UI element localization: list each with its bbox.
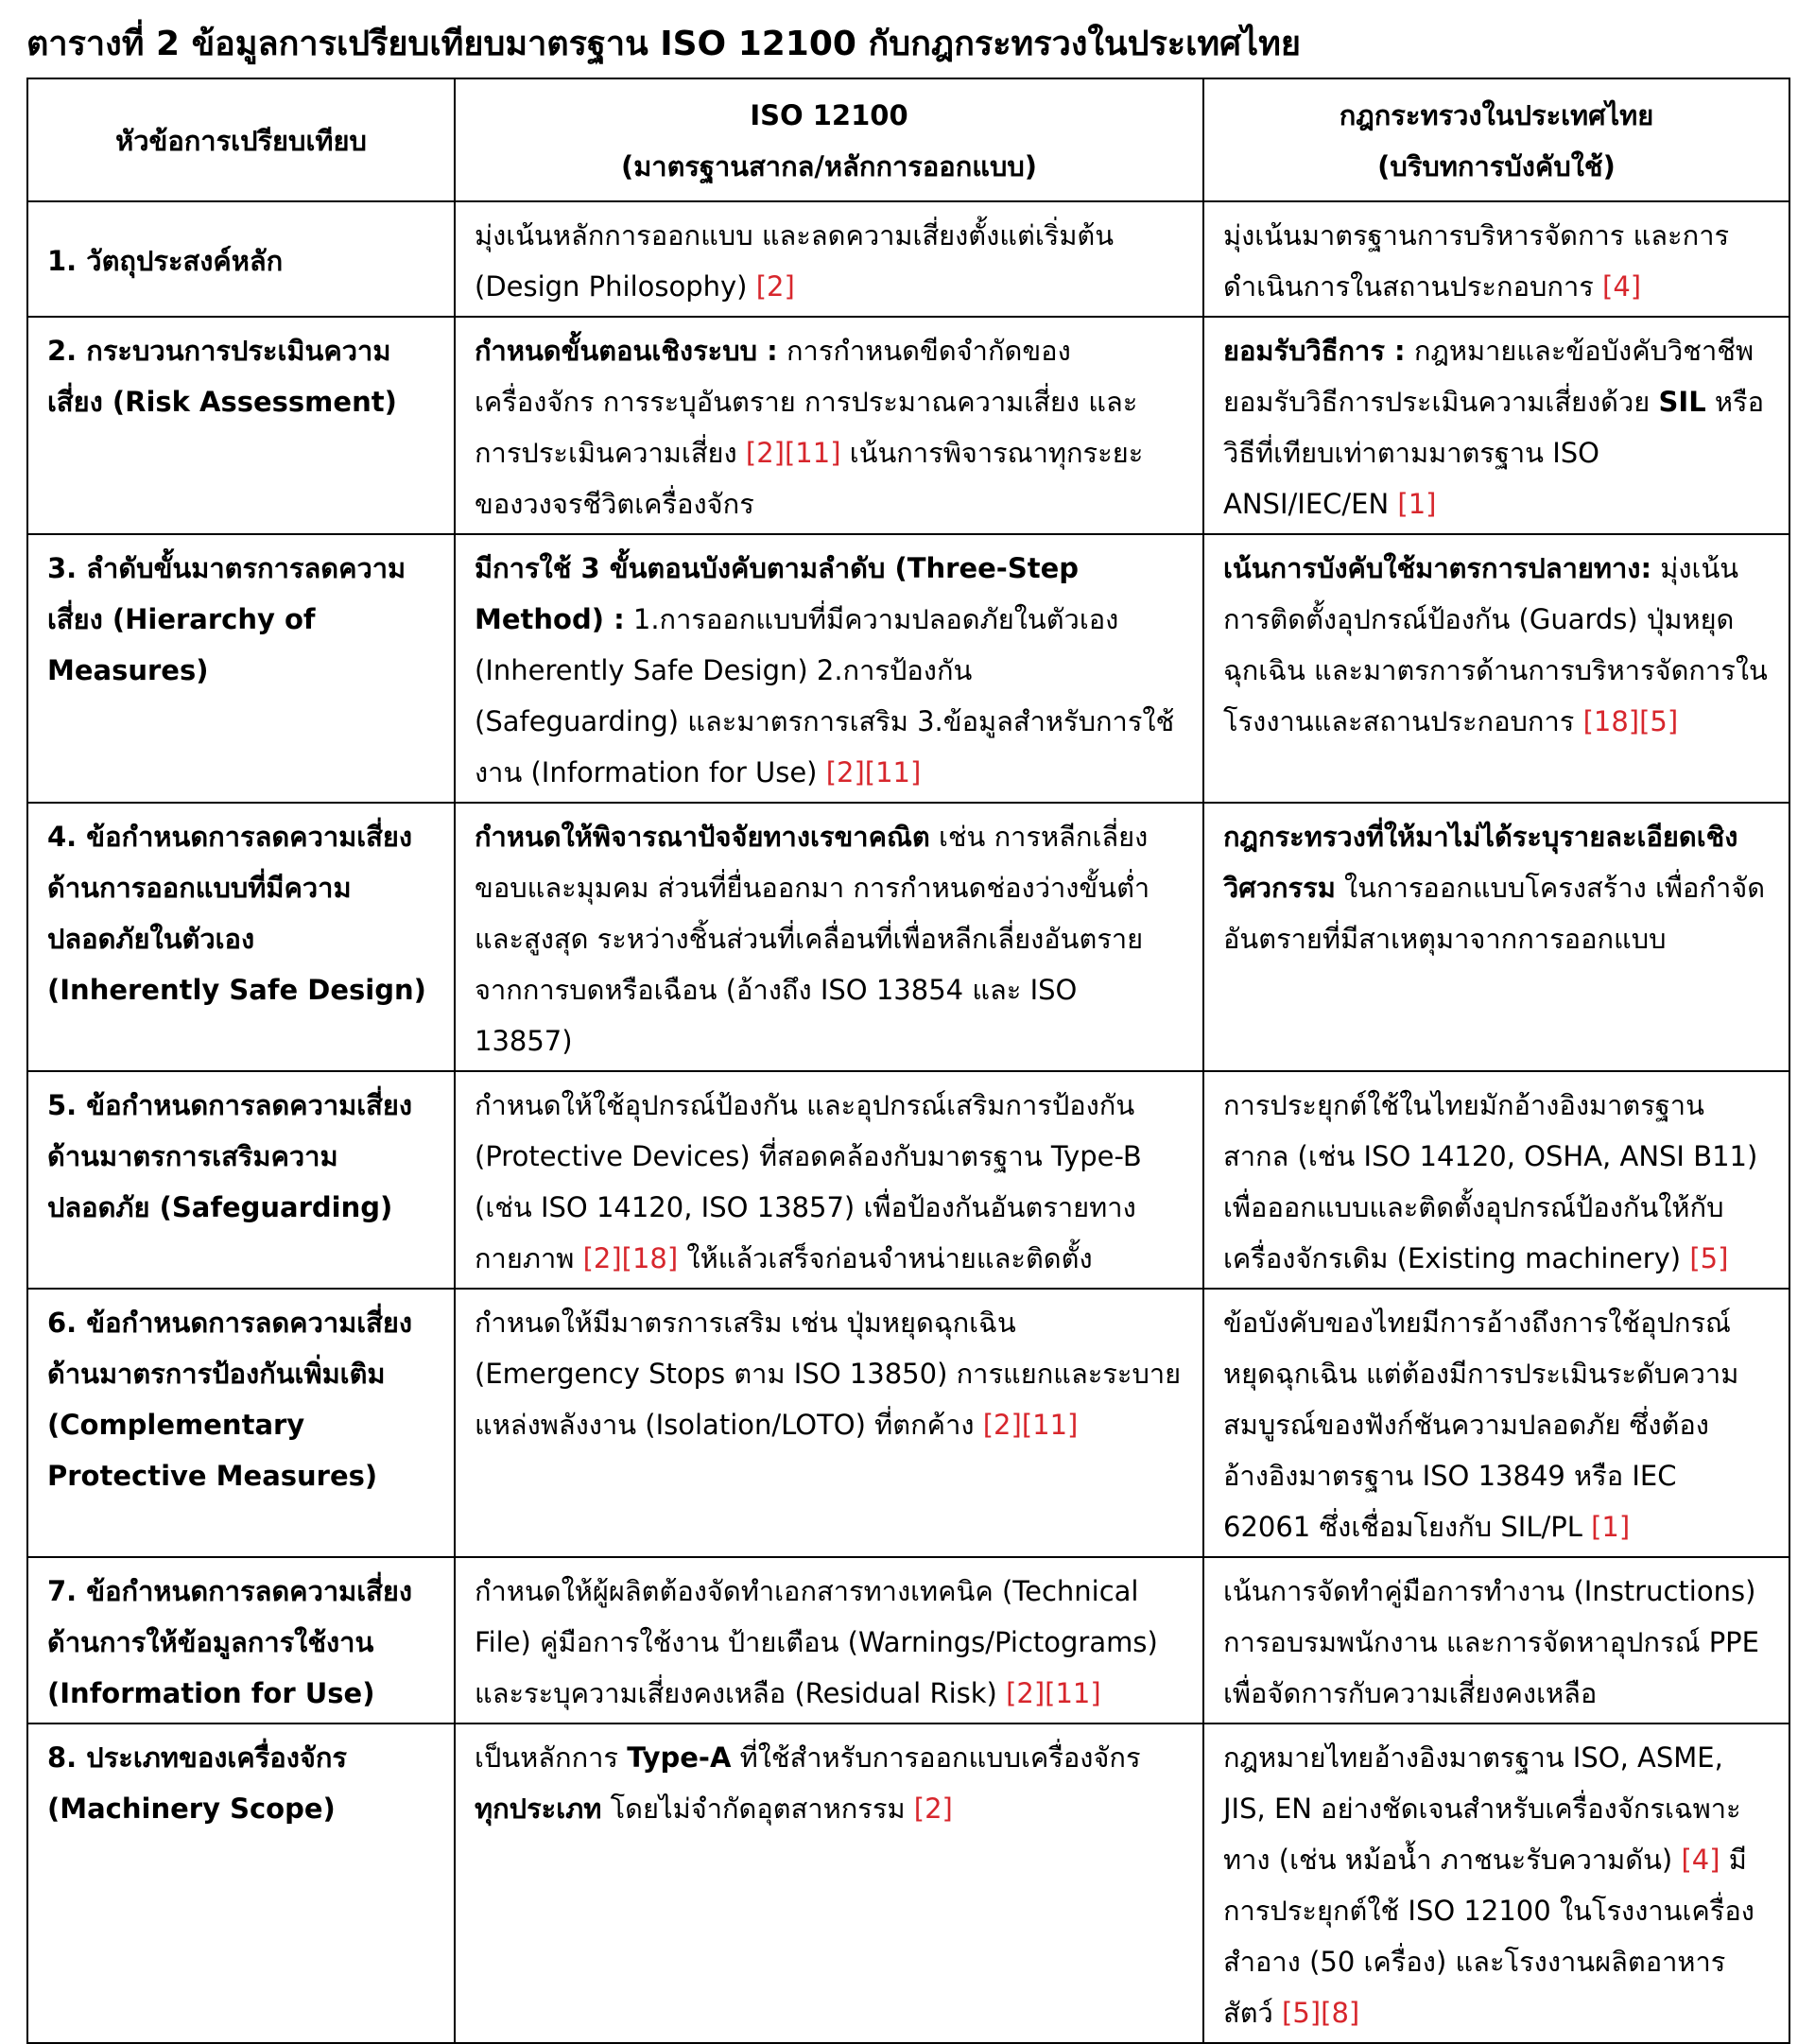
- row-topic: 4. ข้อกำหนดการลดความเสี่ยงด้านการออกแบบที่มีความปลอดภัยในตัวเอง (Inherently Safe Design): [27, 803, 455, 1071]
- reference-link: [4]: [1681, 1844, 1720, 1876]
- table-row: [27, 1071, 1789, 1289]
- cell-iso: [455, 1289, 1203, 1557]
- cell-text: Type-A: [627, 1741, 732, 1774]
- reference-link: [2]: [913, 1793, 953, 1825]
- cell-iso: [455, 803, 1203, 1071]
- cell-text: ให้แล้วเสร็จก่อนจำหน่ายและติดตั้ง: [678, 1242, 1093, 1274]
- cell-text: เน้นการบังคับใช้มาตรการปลายทาง:: [1223, 552, 1652, 584]
- cell-text: โดยไม่จำกัดอุตสาหกรรม: [601, 1793, 914, 1825]
- header-thai: [1203, 78, 1789, 201]
- cell-text: มีการใช้ 3 ขั้นตอนบังคับตามลำดับ (Three-Step Method) :: [475, 552, 1080, 635]
- reference-link: [18][5]: [1582, 705, 1679, 737]
- header-iso-title: ISO 12100: [750, 99, 908, 131]
- cell-thai: [1203, 1724, 1789, 2043]
- cell-iso: [455, 534, 1203, 803]
- cell-text: เช่น การหลีกเลี่ยงขอบและมุมคม ส่วนที่ยื่นออกมา การกำหนดช่องว่างขั้นต่ำและสูงสุด ระหว่างชิ้นส่วนที่เคลื่อนที่เพื่อหลีกเลี่ยงอันตรายจากการบดหรือเฉือน (อ้างถึง ISO 13854 และ ISO 13857): [475, 821, 1150, 1057]
- cell-thai: [1203, 534, 1789, 803]
- row-topic: 1. วัตถุประสงค์หลัก: [27, 201, 455, 317]
- row-topic: 8. ประเภทของเครื่องจักร (Machinery Scope): [27, 1724, 455, 2043]
- header-topic: หัวข้อการเปรียบเทียบ: [27, 78, 455, 201]
- cell-iso: [455, 1557, 1203, 1724]
- reference-link: [2][18]: [582, 1242, 679, 1274]
- table-row: [27, 534, 1789, 803]
- cell-text: มุ่งเน้นมาตรฐานการบริหารจัดการ และการดำเนินการในสถานประกอบการ: [1223, 219, 1730, 303]
- cell-thai: [1203, 1557, 1789, 1724]
- table-caption: ตารางที่ 2 ข้อมูลการเปรียบเทียบมาตรฐาน ISO 12100 กับกฎกระทรวงในประเทศไทย: [26, 25, 1301, 63]
- row-topic: 3. ลำดับขั้นมาตรการลดความเสี่ยง (Hierarchy of Measures): [27, 534, 455, 803]
- cell-text: กฎกระทรวงที่ให้มาไม่ได้ระบุรายละเอียดเชิงวิศวกรรม: [1223, 821, 1738, 904]
- cell-text: กำหนดให้พิจารณาปัจจัยทางเรขาคณิต: [475, 821, 930, 853]
- cell-text: เน้นการจัดทำคู่มือการทำงาน (Instructions) การอบรมพนักงาน และการจัดหาอุปกรณ์ PPE เพื่อจัดการกับความเสี่ยงคงเหลือ: [1223, 1575, 1759, 1709]
- cell-text: ทุกประเภท: [475, 1793, 602, 1825]
- cell-thai: [1203, 1289, 1789, 1557]
- cell-thai: [1203, 803, 1789, 1071]
- cell-text: การกำหนดขีดจำกัดของเครื่องจักร การระบุอันตราย การประมาณความเสี่ยง และการประเมินความเสี่ยง: [475, 335, 1138, 469]
- reference-link: [2]: [755, 270, 795, 303]
- cell-text: กฎหมายและข้อบังคับวิชาชีพยอมรับวิธีการประเมินความเสี่ยงด้วย: [1223, 335, 1754, 418]
- cell-iso: [455, 1071, 1203, 1289]
- reference-link: [5][8]: [1282, 1997, 1360, 2029]
- header-thai-title: กฎกระทรวงในประเทศไทย: [1339, 99, 1654, 131]
- table-row: [27, 1724, 1789, 2043]
- table-header-row: [27, 78, 1789, 201]
- cell-text: ในการออกแบบโครงสร้าง เพื่อกำจัดอันตรายที่มีสาเหตุมาจากการออกแบบ: [1223, 872, 1766, 955]
- cell-thai: [1203, 317, 1789, 534]
- reference-link: [2][11]: [825, 756, 922, 788]
- reference-link: [5]: [1689, 1242, 1729, 1274]
- cell-text: ที่ใช้สำหรับการออกแบบเครื่องจักร: [731, 1741, 1141, 1774]
- cell-text: การประยุกต์ใช้ในไทยมักอ้างอิงมาตรฐานสากล (เช่น ISO 14120, OSHA, ANSI B11) เพื่อออกแบบและติดตั้งอุปกรณ์ป้องกันให้กับเครื่องจักรเดิม (Existing machinery): [1223, 1089, 1758, 1274]
- table-row: [27, 201, 1789, 317]
- cell-iso: [455, 317, 1203, 534]
- header-iso-subtitle: (มาตรฐานสากล/หลักการออกแบบ): [620, 150, 1038, 182]
- row-topic: 5. ข้อกำหนดการลดความเสี่ยงด้านมาตรการเสริมความปลอดภัย (Safeguarding): [27, 1071, 455, 1289]
- cell-text: กฎหมายไทยอ้างอิงมาตรฐาน ISO, ASME, JIS, EN อย่างชัดเจนสำหรับเครื่องจักรเฉพาะทาง (เช่น หม้อน้ำ ภาชนะรับความดัน): [1223, 1741, 1741, 1876]
- cell-text: กำหนดขั้นตอนเชิงระบบ :: [475, 335, 778, 367]
- row-topic: 6. ข้อกำหนดการลดความเสี่ยงด้านมาตรการป้องกันเพิ่มเติม (Complementary Protective Measures): [27, 1289, 455, 1557]
- cell-text: 1.การออกแบบที่มีความปลอดภัยในตัวเอง (Inherently Safe Design) 2.การป้องกัน (Safeguarding) และมาตรการเสริม 3.ข้อมูลสำหรับการใช้งาน (Information for Use): [475, 603, 1175, 788]
- table-row: [27, 803, 1789, 1071]
- table-row: [27, 1289, 1789, 1557]
- reference-link: [2][11]: [745, 437, 841, 469]
- cell-text: ยอมรับวิธีการ :: [1223, 335, 1406, 367]
- cell-text: มีการประยุกต์ใช้ ISO 12100 ในโรงงานเครื่องสำอาง (50 เครื่อง) และโรงงานผลิตอาหารสัตว์: [1223, 1844, 1754, 2029]
- cell-iso: [455, 201, 1203, 317]
- comparison-table: [26, 78, 1790, 2044]
- cell-text: เป็นหลักการ: [475, 1741, 628, 1774]
- table-row: [27, 317, 1789, 534]
- row-topic: 7. ข้อกำหนดการลดความเสี่ยงด้านการให้ข้อมูลการใช้งาน (Information for Use): [27, 1557, 455, 1724]
- reference-link: [2][11]: [982, 1409, 1079, 1441]
- reference-link: [1]: [1397, 488, 1437, 520]
- header-iso: [455, 78, 1203, 201]
- cell-text: เน้นการพิจารณาทุกระยะของวงจรชีวิตเครื่องจักร: [475, 437, 1144, 520]
- reference-link: [1]: [1591, 1511, 1631, 1543]
- table-row: [27, 1557, 1789, 1724]
- cell-text: กำหนดให้ใช้อุปกรณ์ป้องกัน และอุปกรณ์เสริมการป้องกัน (Protective Devices) ที่สอดคล้องกับมาตรฐาน Type-B (เช่น ISO 14120, ISO 13857) เพื่อป้องกันอันตรายทางกายภาพ: [475, 1089, 1142, 1274]
- cell-iso: [455, 1724, 1203, 2043]
- cell-text: หรือวิธีที่เทียบเท่าตามมาตรฐาน ISO ANSI/IEC/EN: [1223, 386, 1764, 520]
- reference-link: [4]: [1602, 270, 1642, 303]
- cell-text: มุ่งเน้นการติดตั้งอุปกรณ์ป้องกัน (Guards) ปุ่มหยุดฉุกเฉิน และมาตรการด้านการบริหารจัดการในโรงงานและสถานประกอบการ: [1223, 552, 1768, 737]
- header-thai-subtitle: (บริบทการบังคับใช้): [1377, 150, 1616, 182]
- cell-text: มุ่งเน้นหลักการออกแบบ และลดความเสี่ยงตั้งแต่เริ่มต้น (Design Philosophy): [475, 219, 1115, 303]
- cell-text: กำหนดให้ผู้ผลิตต้องจัดทำเอกสารทางเทคนิค (Technical File) คู่มือการใช้งาน ป้ายเตือน (Warnings/Pictograms) และระบุความเสี่ยงคงเหลือ (Residual Risk): [475, 1575, 1158, 1709]
- cell-text: ข้อบังคับของไทยมีการอ้างถึงการใช้อุปกรณ์หยุดฉุกเฉิน แต่ต้องมีการประเมินระดับความสมบูรณ์ของฟังก์ชันความปลอดภัย ซึ่งต้องอ้างอิงมาตรฐาน ISO 13849 หรือ IEC 62061 ซึ่งเชื่อมโยงกับ SIL/PL: [1223, 1307, 1739, 1543]
- cell-text: SIL: [1658, 386, 1706, 418]
- cell-thai: [1203, 1071, 1789, 1289]
- row-topic: 2. กระบวนการประเมินความเสี่ยง (Risk Assessment): [27, 317, 455, 534]
- reference-link: [2][11]: [1006, 1677, 1101, 1709]
- cell-thai: [1203, 201, 1789, 317]
- cell-text: กำหนดให้มีมาตรการเสริม เช่น ปุ่มหยุดฉุกเฉิน (Emergency Stops ตาม ISO 13850) การแยกและระบายแหล่งพลังงาน (Isolation/LOTO) ที่ตกค้าง: [475, 1307, 1182, 1441]
